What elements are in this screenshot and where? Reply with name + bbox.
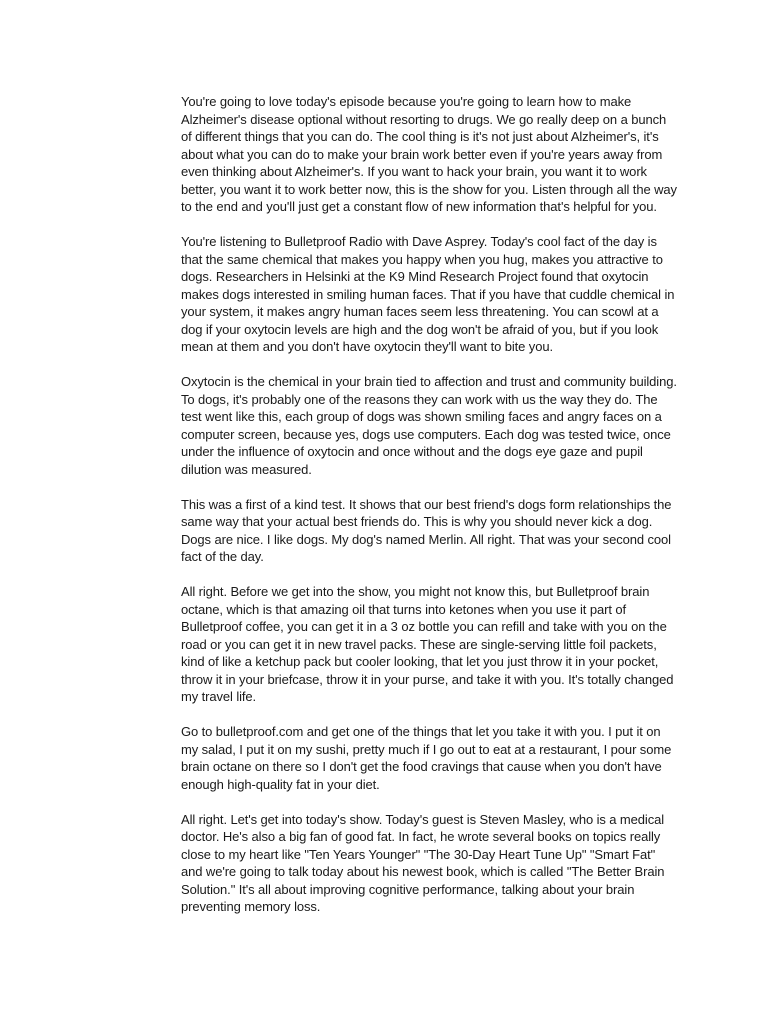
paragraph-brain-octane: All right. Before we get into the show, you might not know this, but Bulletproof brain octane, which is that amazing oil that turns into ketones when you use it part of Bulletproof coffee, you can get it in a 3 oz bottle you can refill and take with you on the road or you can get it in new travel packs. These are single-serving little foil packets, kind of like a ketchup pack but cooler looking, that let you just throw it in your pocket, throw it in your briefcase, throw it in your purse, and take it with you. It's totally changed my travel life. [181,584,674,704]
paragraph-website: Go to bulletproof.com and get one of the things that let you take it with you. I put it on my salad, I put it on my sushi, pretty much if I go out to eat at a restaurant, I pour some brain octane on there so I don't get the food cravings that cause when you don't have enough high-quality fat in your diet. [181,724,672,792]
paragraph-oxytocin: Oxytocin is the chemical in your brain tied to affection and trust and community building. To dogs, it's probably one of the reasons they can work with us the way they do. The test went like this, each group of dogs was shown smiling faces and angry faces on a computer screen, because yes, dogs use computers. Each dog was tested twice, once under the influence of oxytocin and once without and the dogs eye gaze and pupil dilution was measured. [181,374,677,477]
paragraph-intro: You're going to love today's episode because you're going to learn how to make Alzheimer's disease optional without resorting to drugs. We go really deep on a bunch of different things that you can do. The cool thing is it's not just about Alzheimer's, it's about what you can do to make your brain work better even if you're years away from even thinking about Alzheimer's. If you want to hack your brain, you want it to work better, you want it to work better now, this is the show for you. Listen through all the way to the end and you'll just get a constant flow of new information that's helpful for you. [181,94,677,214]
paragraph-cool-fact: You're listening to Bulletproof Radio with Dave Asprey. Today's cool fact of the day is that the same chemical that makes you happy when you hug, makes you attractive to dogs. Researchers in Helsinki at the K9 Mind Research Project found that oxytocin makes dogs interested in smiling human faces. That if you have that cuddle chemical in your system, it makes angry human faces seem less threatening. You can scowl at a dog if your oxytocin levels are high and the dog won't be afraid of you, but if you look mean at them and you don't have oxytocin they'll want to bite you. [181,234,675,354]
document-body [181,93,679,933]
paragraph-test-results: This was a first of a kind test. It shows that our best friend's dogs form relationships the same way that your actual best friends do. This is why you should never kick a dog. Dogs are nice. I like dogs. My dog's named Merlin. All right. That was your second cool fact of the day. [181,496,672,564]
paragraph-guest-intro: All right. Let's get into today's show. Today's guest is Steven Masley, who is a medical doctor. He's also a big fan of good fat. In fact, he wrote several books on topics really close to my heart like "Ten Years Younger" "The 30-Day Heart Tune Up" "Smart Fat" and we're going to talk today about his newest book, which is called "The Better Brain Solution." It's all about improving cognitive performance, talking about your brain preventing memory loss. [181,811,665,914]
